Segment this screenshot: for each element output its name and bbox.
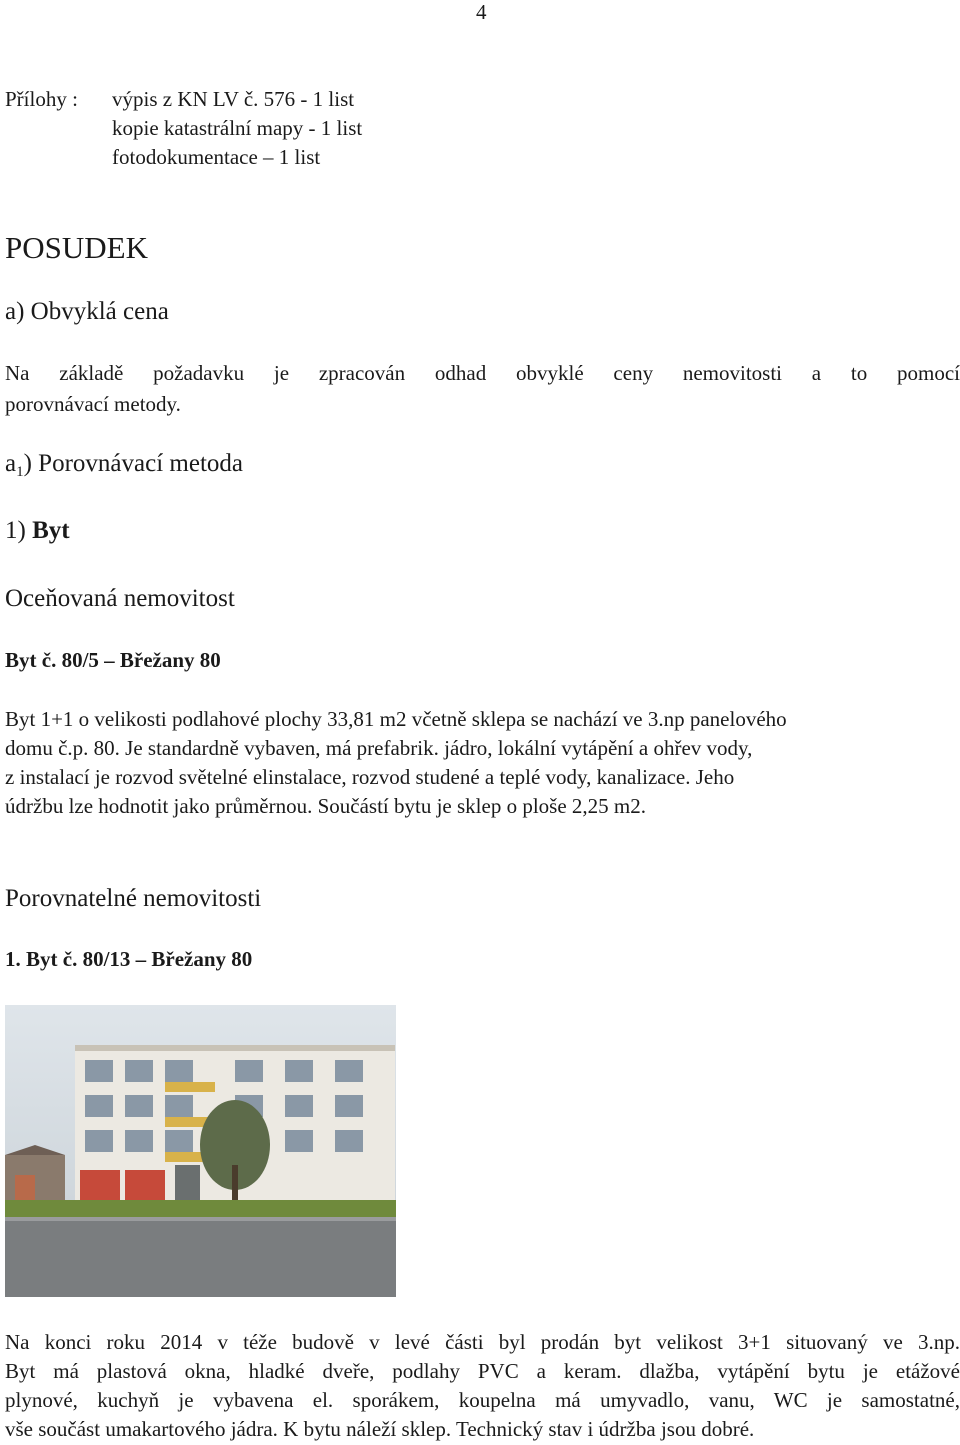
heading-comparable: Porovnatelné nemovitosti: [5, 885, 262, 912]
comparable-1-desc-line: Na konci roku 2014 v téže budově v levé části byl prodán byt velikost 3+1 situovaný ve 3.np.: [5, 1330, 960, 1354]
heading-valued-property: Oceňovaná nemovitost: [5, 585, 235, 612]
building-photo-svg: [5, 1005, 396, 1297]
heading-item-1: 1) Byt: [5, 517, 70, 544]
page-number: 4: [476, 0, 487, 24]
attachment-item: výpis z KN LV č. 576 - 1 list: [112, 87, 355, 111]
heading-posudek: POSUDEK: [5, 230, 148, 265]
valued-desc-line: domu č.p. 80. Je standardně vybaven, má prefabrik. jádro, lokální vytápění a ohřev vody,: [5, 736, 753, 760]
comparable-1-title: 1. Byt č. 80/13 – Břežany 80: [5, 947, 253, 971]
valued-desc-line: z instalací je rozvod světelné elinstalace, rozvod studené a teplé vody, kanalizace. Jeho: [5, 765, 735, 789]
intro-line-2: porovnávací metody.: [5, 392, 181, 416]
comparable-1-desc-line: plynové, kuchyň je vybavena el. sporákem, koupelna má umyvadlo, vanu, WC je samostatné,: [5, 1388, 960, 1412]
valued-title: Byt č. 80/5 – Břežany 80: [5, 648, 221, 672]
comparable-1-desc-line: vše součást umakartového jádra. K bytu náleží sklep. Technický stav i údržba jsou dobré.: [5, 1417, 755, 1441]
attachment-item: kopie katastrální mapy - 1 list: [112, 116, 363, 140]
heading-section-a: a) Obvyklá cena: [5, 298, 169, 325]
building-photo: [5, 1005, 396, 1297]
intro-line-1: Na základě požadavku je zpracován odhad obvyklé ceny nemovitosti a to pomocí: [5, 361, 960, 385]
heading-method: $a_1$) Porovnávací metoda: [5, 450, 243, 480]
valued-desc-line: Byt 1+1 o velikosti podlahové plochy 33,81 m2 včetně sklepa se nachází ve 3.np panelového: [5, 707, 787, 731]
attachments-label: Přílohy :: [5, 87, 78, 111]
comparable-1-desc-line: Byt má plastová okna, hladké dveře, podlahy PVC a keram. dlažba, vytápění bytu je etážové: [5, 1359, 960, 1383]
attachment-item: fotodokumentace – 1 list: [112, 145, 321, 169]
valued-desc-line: údržbu lze hodnotit jako průměrnou. Součástí bytu je sklep o ploše 2,25 m2.: [5, 794, 646, 818]
